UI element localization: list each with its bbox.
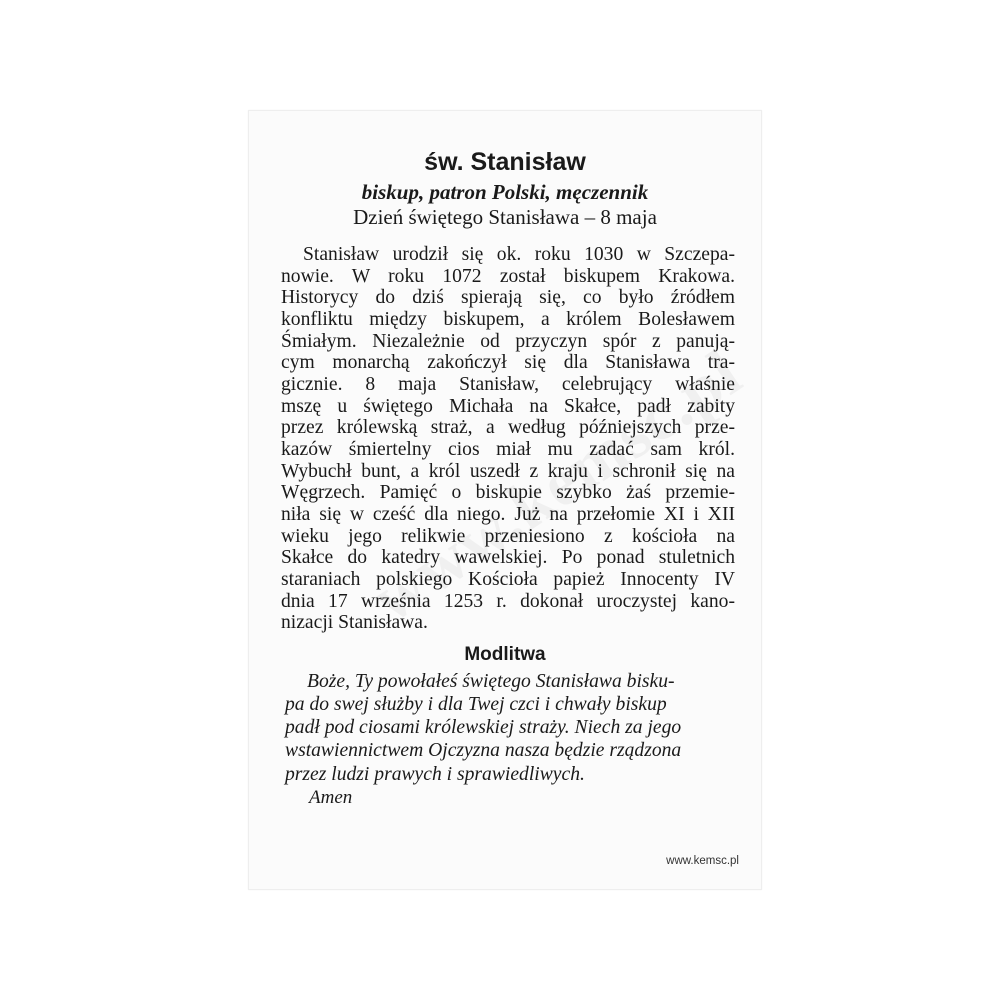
footer-url: www.kemsc.pl (666, 855, 739, 867)
biography-line: mszę u świętego Michała na Skałce, padł zabity (281, 395, 735, 417)
biography-line: gicznie. 8 maja Stanisław, celebrujący właśnie (281, 373, 735, 395)
prayer-line: pa do swej służby i dla Twej czci i chwały biskup (285, 694, 667, 716)
prayer-line: wstawiennictwem Ojczyzna nasza będzie rządzona (285, 740, 682, 762)
saint-subtitle: biskup, patron Polski, męczennik (361, 180, 649, 204)
feast-day-line: Dzień świętego Stanisława – 8 maja (353, 205, 657, 229)
prayer-line: padł pod ciosami królewskiej straży. Niech za jego (285, 717, 682, 739)
prayer-amen: Amen (309, 786, 353, 808)
biography-line: niła się w cześć dla niego. Już na przełomie XI i XII (281, 503, 735, 525)
prayer-text (285, 670, 737, 786)
prayer-card (248, 110, 762, 890)
card-content (267, 147, 743, 810)
biography-line: Historycy do dziś spierają się, co było źródłem (281, 287, 735, 309)
biography-line: cym monarchą zakończył się dla Stanisława tra- (281, 352, 735, 374)
biography-line: Węgrzech. Pamięć o biskupie szybko żaś przemie- (281, 482, 735, 504)
biography-line: Stanisław urodził się ok. roku 1030 w Szczepa- (303, 244, 735, 265)
biography-line: przez królewską straż, a według późniejszych prze- (281, 417, 735, 439)
biography-line: Wybuchł bunt, a król uszedł z kraju i schronił się na (281, 460, 735, 482)
biography-line: konfliktu między biskupem, a królem Bolesławem (281, 308, 735, 330)
prayer-line: Boże, Ty powołałeś świętego Stanisława bisku- (307, 670, 675, 692)
saint-title: św. Stanisław (424, 148, 586, 176)
prayer-heading: Modlitwa (464, 643, 546, 665)
biography-line: dnia 17 września 1253 r. dokonał uroczystej kano- (281, 590, 735, 612)
biography-line: kazów śmiertelny cios miał mu zadać sam król. (281, 438, 735, 460)
biography-line: Skałce do katedry wawelskiej. Po ponad stuletnich (281, 547, 735, 569)
biography-line: Śmiałym. Niezależnie od przyczyn spór z panują- (281, 330, 735, 352)
biography-line: nizacji Stanisława. (281, 612, 428, 634)
biography-line: nowie. W roku 1072 został biskupem Krakowa. (281, 265, 735, 287)
biography-text (281, 244, 735, 634)
biography-line: staraniach polskiego Kościoła papież Innocenty IV (281, 568, 735, 590)
prayer-line: przez ludzi prawych i sprawiedliwych. (285, 763, 585, 785)
biography-line: wieku jego relikwie przeniesiono z kościoła na (281, 525, 735, 547)
